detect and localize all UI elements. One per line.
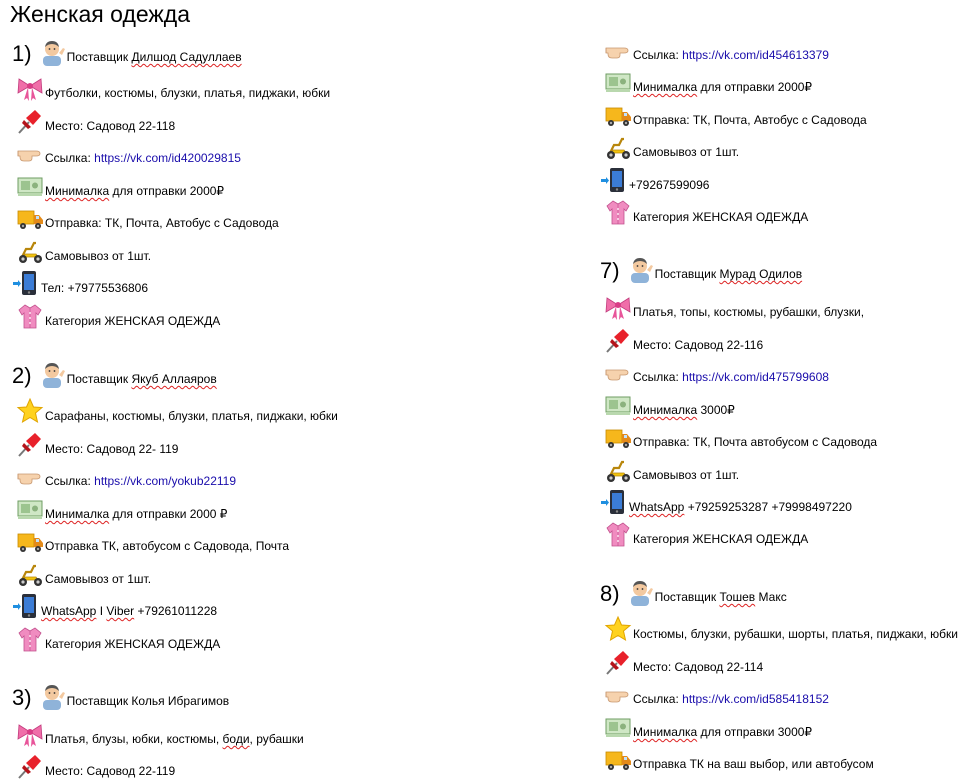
supplier-1-phone [12, 267, 148, 297]
shipping-text: Отправка: ТК, Почта автобусом с Садовода [633, 435, 878, 449]
man-tipping-hand-icon [38, 682, 66, 710]
phone-number: +79259253287 +79998497220 [684, 500, 852, 514]
supplier-name-rest: Макс [755, 590, 787, 604]
supplier-7-shipping [604, 421, 877, 451]
money-bill-icon [16, 172, 44, 200]
supplier-number: 8) [600, 581, 620, 606]
link-label: Ссылка: [45, 151, 95, 165]
supplier-number: 1) [12, 41, 32, 66]
pushpin-icon [16, 107, 44, 135]
supplier-8-min-order [604, 711, 812, 741]
supplier-8-shipping [604, 743, 874, 773]
supplier-8-link [604, 678, 829, 708]
shipping-text: Отправка ТК на ваш выбор, или автобусом [633, 757, 874, 771]
mobile-phone-icon [12, 269, 40, 297]
supplier-2-goods [16, 395, 338, 425]
ribbon-bow-icon [16, 74, 44, 102]
continuation-phone [600, 164, 709, 194]
shipping-text: Отправка ТК, автобусом с Садовода, Почта [45, 539, 290, 553]
star-icon [16, 397, 44, 425]
supplier-name: Мурад Одилов [719, 267, 803, 281]
pushpin-icon [16, 752, 44, 780]
supplier-number: 3) [12, 685, 32, 710]
phone-number: +79261011228 [134, 604, 218, 618]
vk-link[interactable]: https://vk.com/yokub22119 [94, 474, 237, 488]
blouse-icon [604, 520, 632, 548]
blouse-icon [16, 302, 44, 330]
document-title: Женская одежда [10, 1, 190, 27]
pointing-hand-icon [604, 36, 632, 64]
supplier-2-phone [12, 590, 217, 620]
phone-separator: I [96, 604, 107, 618]
min-order-text: для отправки 2000₽ [109, 184, 225, 198]
supplier-name: Якуб Аллаяров [131, 372, 217, 386]
man-tipping-hand-icon [38, 360, 66, 388]
link-label: Ссылка: [633, 370, 683, 384]
pickup-text: Самовывоз от 1шт. [633, 468, 740, 482]
supplier-1-shipping [16, 202, 279, 232]
money-bill-icon [604, 68, 632, 96]
supplier-1-pickup [16, 235, 151, 265]
pushpin-icon [604, 326, 632, 354]
supplier-7-pickup [604, 454, 739, 484]
supplier-7-link [604, 356, 829, 386]
pointing-hand-icon [604, 680, 632, 708]
supplier-1-link [16, 137, 241, 167]
place-text: Место: Садовод 22-119 [45, 764, 176, 778]
min-order-word: Минималка [633, 725, 698, 739]
scooter-icon [16, 237, 44, 265]
supplier-2-shipping [16, 525, 289, 555]
goods-text: Костюмы, блузки, рубашки, шорты, платья, пиджаки, юбки [633, 627, 958, 641]
supplier-1-min-order [16, 170, 224, 200]
supplier-2-place [16, 428, 178, 458]
viber-word: Viber [106, 604, 135, 618]
continuation-min-order [604, 66, 812, 96]
min-order-word: Минималка [633, 80, 698, 94]
supplier-7-category [604, 518, 808, 548]
supplier-1-category [16, 300, 220, 330]
supplier-2-pickup [16, 558, 151, 588]
delivery-truck-icon [604, 423, 632, 451]
vk-link[interactable]: https://vk.com/id420029815 [94, 151, 241, 165]
money-bill-icon [604, 391, 632, 419]
supplier-name: Тошев [719, 590, 756, 604]
continuation-pickup [604, 131, 739, 161]
goods-text: Футболки, костюмы, блузки, платья, пиджаки, юбки [45, 86, 331, 100]
category-text: Категория ЖЕНСКАЯ ОДЕЖДА [633, 532, 809, 546]
supplier-label: Поставщик [654, 267, 720, 281]
supplier-label: Поставщик [66, 372, 132, 386]
supplier-2-min-order [16, 493, 227, 523]
min-order-text: для отправки 3000₽ [697, 725, 813, 739]
place-text: Место: Садовод 22-116 [633, 338, 764, 352]
vk-link[interactable]: https://vk.com/id454613379 [682, 48, 829, 62]
supplier-8-goods [604, 613, 958, 643]
scooter-icon [604, 133, 632, 161]
mobile-phone-icon [600, 166, 628, 194]
pushpin-icon [16, 430, 44, 458]
supplier-3-goods [16, 718, 304, 748]
min-order-word: Минималка [633, 403, 698, 417]
delivery-truck-icon [16, 527, 44, 555]
delivery-truck-icon [604, 745, 632, 773]
supplier-7-header [600, 253, 802, 283]
phone-text: Тел: +79775536806 [41, 281, 149, 295]
link-label: Ссылка: [633, 692, 683, 706]
pointing-hand-icon [16, 462, 44, 490]
blouse-icon [16, 625, 44, 653]
money-bill-icon [16, 495, 44, 523]
man-tipping-hand-icon [38, 38, 66, 66]
pickup-text: Самовывоз от 1шт. [633, 145, 740, 159]
vk-link[interactable]: https://vk.com/id585418152 [682, 692, 829, 706]
min-order-text: для отправки 2000₽ [697, 80, 813, 94]
supplier-1-place [16, 105, 175, 135]
supplier-1-goods [16, 72, 330, 102]
place-text: Место: Садовод 22- 119 [45, 442, 179, 456]
mobile-phone-icon [12, 592, 40, 620]
goods-text-end: , рубашки [249, 732, 304, 746]
supplier-7-place [604, 324, 763, 354]
pickup-text: Самовывоз от 1шт. [45, 249, 152, 263]
supplier-3-header [12, 680, 229, 710]
supplier-7-phone [600, 486, 852, 516]
supplier-number: 2) [12, 363, 32, 388]
shipping-text: Отправка: ТК, Почта, Автобус с Садовода [45, 216, 279, 230]
man-tipping-hand-icon [626, 578, 654, 606]
money-bill-icon [604, 713, 632, 741]
link-label: Ссылка: [633, 48, 683, 62]
place-text: Место: Садовод 22-114 [633, 660, 764, 674]
continuation-link [604, 34, 829, 64]
category-text: Категория ЖЕНСКАЯ ОДЕЖДА [633, 210, 809, 224]
link-label: Ссылка: [45, 474, 95, 488]
scooter-icon [604, 456, 632, 484]
mobile-phone-icon [600, 488, 628, 516]
supplier-2-category [16, 623, 220, 653]
whatsapp-word: WhatsApp [41, 604, 97, 618]
supplier-7-min-order [604, 389, 735, 419]
phone-text: +79267599096 [629, 178, 710, 192]
shipping-text: Отправка: ТК, Почта, Автобус с Садовода [633, 113, 867, 127]
place-text: Место: Садовод 22-118 [45, 119, 176, 133]
goods-word: боди [222, 732, 250, 746]
delivery-truck-icon [604, 101, 632, 129]
ribbon-bow-icon [16, 720, 44, 748]
star-icon [604, 615, 632, 643]
supplier-1-header [12, 36, 242, 66]
delivery-truck-icon [16, 204, 44, 232]
pickup-text: Самовывоз от 1шт. [45, 572, 152, 586]
min-order-text: для отправки 2000 ₽ [109, 507, 228, 521]
category-text: Категория ЖЕНСКАЯ ОДЕЖДА [45, 314, 221, 328]
supplier-2-link [16, 460, 236, 490]
pointing-hand-icon [16, 139, 44, 167]
blouse-icon [604, 198, 632, 226]
pointing-hand-icon [604, 358, 632, 386]
whatsapp-word: WhatsApp [629, 500, 685, 514]
min-order-word: Минималка [45, 507, 110, 521]
goods-text: Платья, топы, костюмы, рубашки, блузки, [633, 305, 865, 319]
scooter-icon [16, 560, 44, 588]
supplier-label: Поставщик Колья Ибрагимов [66, 694, 230, 708]
supplier-name: Дилшод Садуллаев [131, 50, 242, 64]
min-order-text: 3000₽ [697, 403, 735, 417]
ribbon-bow-icon [604, 293, 632, 321]
man-tipping-hand-icon [626, 255, 654, 283]
goods-text: Сарафаны, костюмы, блузки, платья, пиджаки, юбки [45, 409, 338, 423]
supplier-8-place [604, 646, 763, 676]
continuation-shipping [604, 99, 867, 129]
supplier-8-header [600, 576, 787, 606]
supplier-label: Поставщик [654, 590, 720, 604]
supplier-label: Поставщик [66, 50, 132, 64]
min-order-word: Минималка [45, 184, 110, 198]
supplier-2-header [12, 358, 217, 388]
pushpin-icon [604, 648, 632, 676]
continuation-category [604, 196, 808, 226]
vk-link[interactable]: https://vk.com/id475799608 [682, 370, 829, 384]
supplier-3-place [16, 750, 175, 780]
supplier-7-goods [604, 291, 864, 321]
category-text: Категория ЖЕНСКАЯ ОДЕЖДА [45, 637, 221, 651]
goods-text: Платья, блузы, юбки, костюмы, [45, 732, 223, 746]
supplier-number: 7) [600, 258, 620, 283]
